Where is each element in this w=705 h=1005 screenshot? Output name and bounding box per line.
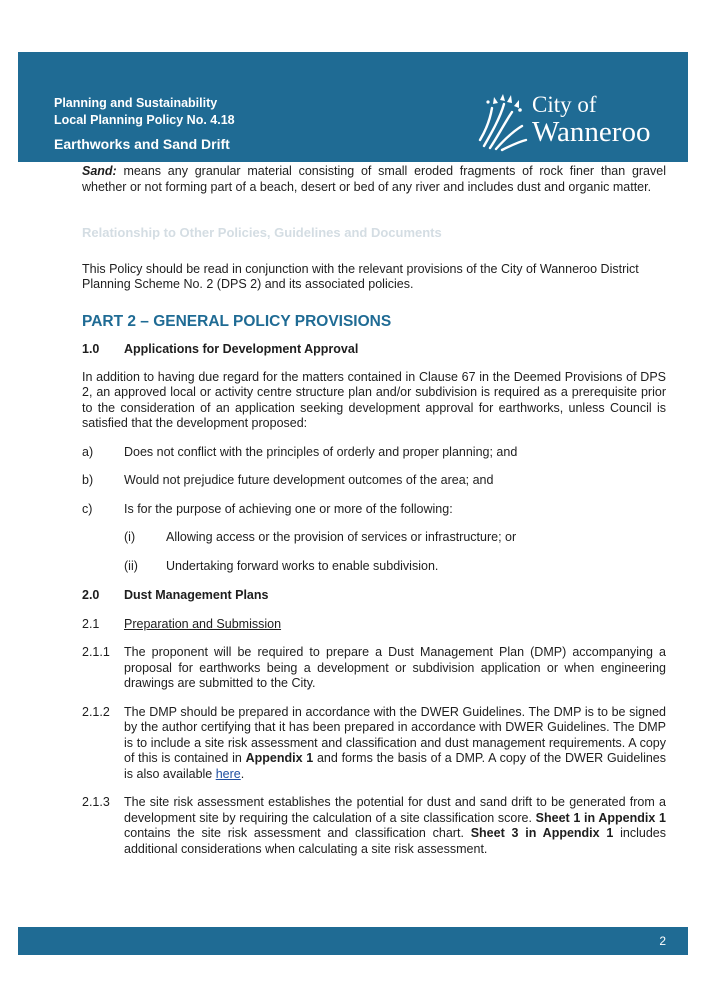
page-footer (18, 927, 688, 955)
sand-term: Sand: (82, 164, 117, 178)
sub-list-item (82, 530, 666, 546)
sub-list-item-label: (ii) (124, 558, 138, 573)
list-item (82, 445, 666, 461)
clause-number: 2.1.2 (82, 704, 110, 719)
sub-list-item-text: Allowing access or the provision of services or infrastructure; or (166, 530, 517, 544)
section-1-intro: In addition to having due regard for the matters contained in Clause 67 in the Deemed Provisions of DPS 2, an approved local or activity centre structure plan and/or subdivision is required as a prerequisite prior to the consideration of an application seeking development approval for earthworks, unless Council is satisfied that the development proposed: (82, 369, 666, 430)
clause-number: 2.1.1 (82, 645, 110, 659)
logo-city-text: City of (532, 92, 597, 117)
list-item (82, 473, 666, 489)
list-item-label: c) (82, 501, 93, 516)
appendix-reference: Appendix 1 (245, 751, 314, 765)
clause-text-part: The site risk assessment establishes the potential for dust and sand drift to be generated from a development site by requiring the calculation of a site classification score. (124, 795, 666, 825)
page-content (82, 164, 666, 857)
section-2-number: 2.0 (82, 588, 100, 602)
clause-text-part: . (240, 766, 245, 781)
city-logo-icon (474, 92, 530, 152)
dwer-guidelines-link[interactable]: here (215, 766, 241, 781)
list-item-text: Does not conflict with the principles of orderly and proper planning; and (124, 444, 518, 459)
list-item (82, 502, 666, 518)
clause-text-part: includes additional considerations when calculating a site risk assessment. (124, 826, 666, 856)
header-department: Planning and Sustainability (54, 96, 218, 110)
sand-definition-text: means any granular material consisting of small eroded fragments of rock finer than gravel whether or not forming part of a beach, desert or bed of any river and includes dust and organic matter. (82, 164, 666, 194)
subsection-2-1-number: 2.1 (82, 616, 100, 631)
subsection-2-1-title: Preparation and Submission (124, 616, 282, 631)
city-logo (474, 92, 679, 154)
clause-text (124, 705, 666, 783)
logo-name-text: Wanneroo (532, 116, 651, 148)
section-1-title: Applications for Development Approval (124, 342, 359, 356)
clause-text (124, 795, 666, 857)
sheet-1-reference: Sheet 1 in Appendix 1 (535, 810, 666, 825)
section-1-heading (82, 342, 666, 358)
relationship-heading: Relationship to Other Policies, Guidelines and Documents (82, 225, 442, 240)
list-item-label: a) (82, 444, 94, 459)
sand-definition (82, 164, 666, 195)
clause-text-part: contains the site risk assessment and classification chart. (124, 826, 471, 840)
sheet-3-reference: Sheet 3 in Appendix 1 (470, 826, 614, 840)
part-2-title: PART 2 – GENERAL POLICY PROVISIONS (82, 312, 392, 330)
clause-text-part: and forms the basis of a DMP. A copy of the DWER Guidelines is also available (124, 751, 667, 781)
clause-2-1-1 (82, 645, 666, 692)
section-2-title: Dust Management Plans (124, 588, 269, 602)
list-item-text: Would not prejudice future development outcomes of the area; and (124, 473, 494, 487)
clause-2-1-3 (82, 795, 666, 857)
header-policy-number: Local Planning Policy No. 4.18 (54, 113, 235, 127)
page-header (18, 52, 688, 162)
section-1-number: 1.0 (82, 342, 100, 356)
clause-text: The proponent will be required to prepare a Dust Management Plan (DMP) accompanying a proposal for earthworks being a development or subdivision application or when engineering drawings are submitted to the City. (124, 645, 666, 690)
clause-text-part: The DMP should be prepared in accordance with the DWER Guidelines. The DMP is to be signed by the author certifying that it has been prepared in accordance with DWER Guidelines. The DMP is to include a site risk assessment and classification and dust management requirements. A copy of this is contained in (124, 704, 666, 765)
sub-list-item (82, 559, 666, 575)
sub-list-item-label: (i) (124, 530, 136, 544)
header-policy-title: Earthworks and Sand Drift (54, 136, 230, 152)
clause-2-1-2 (82, 705, 666, 783)
sub-list-item-text: Undertaking forward works to enable subdivision. (166, 558, 439, 573)
relationship-text: This Policy should be read in conjunction with the relevant provisions of the City of Wanneroo District Planning Scheme No. 2 (DPS 2) and its associated policies. (82, 261, 639, 291)
subsection-2-1-heading (82, 617, 666, 633)
section-2-heading (82, 588, 666, 604)
list-item-label: b) (82, 473, 94, 487)
clause-number: 2.1.3 (82, 795, 110, 809)
page-number: 2 (659, 934, 666, 948)
list-item-text: Is for the purpose of achieving one or more of the following: (124, 501, 453, 516)
